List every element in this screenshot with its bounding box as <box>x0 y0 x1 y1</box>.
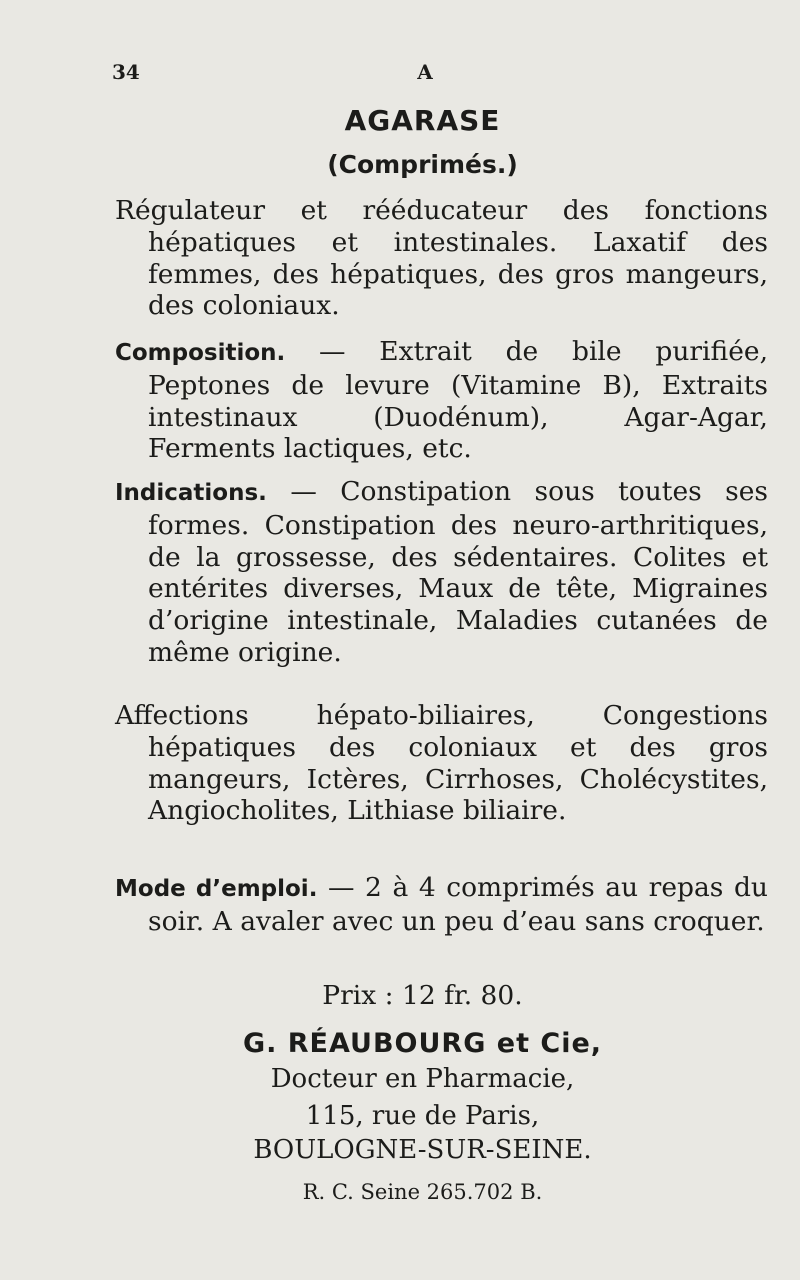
manufacturer-title: Docteur en Pharmacie, <box>270 1064 575 1094</box>
product-form: (Comprimés.) <box>327 150 518 179</box>
composition-text: — Extrait de bile purifiée, Peptones de levure (Vitamine B), Extraits intestinaux (Duodénum), Agar-Agar, Ferments lactiques, etc. <box>148 336 768 465</box>
indications-label: Indications. <box>115 480 267 506</box>
product-description: Régulateur et rééducateur des fonctions hépatiques et intestinales. Laxatif des femmes, des hépatiques, des gros mangeurs, des coloniaux. <box>115 195 768 322</box>
manufacturer-name: G. RÉAUBOURG et Cie, <box>242 1028 603 1059</box>
affections-paragraph: Affections hépato-biliaires, Congestions hépatiques des coloniaux et des gros mangeurs, Ictères, Cirrhoses, Cholécystites, Angiocholites, Lithiase biliaire. <box>115 700 768 827</box>
price: Prix : 12 fr. 80. <box>322 980 523 1011</box>
manufacturer-city: BOULOGNE-SUR-SEINE. <box>253 1135 592 1165</box>
usage-label: Mode d’emploi. <box>115 876 318 902</box>
page-header <box>110 58 735 88</box>
product-name: AGARASE <box>344 104 501 137</box>
indications-text: — Constipation sous toutes ses formes. Constipation des neuro-arthritiques, de la grossesse, des sédentaires. Colites et entérites diverses, Maux de tête, Migraines d’origine intestinale, Maladies cutanées de même origine. <box>148 476 768 668</box>
composition-label: Composition. <box>115 340 286 366</box>
usage-section <box>115 872 768 938</box>
usage-text: — 2 à 4 comprimés au repas du soir. A avaler avec un peu d’eau sans croquer. <box>148 872 768 937</box>
indications-section <box>115 476 768 669</box>
manufacturer-registry: R. C. Seine 265.702 B. <box>302 1180 543 1204</box>
page-number: 34 <box>112 60 140 84</box>
manufacturer-address: 115, rue de Paris, <box>305 1101 540 1131</box>
section-letter: A <box>417 60 433 84</box>
composition-section <box>115 336 768 465</box>
